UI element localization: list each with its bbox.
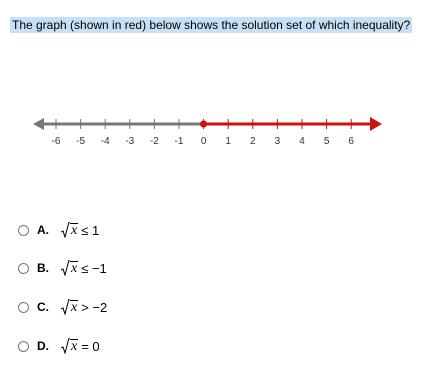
option-relation: ≤ −1 bbox=[81, 260, 107, 276]
radio-button-c[interactable] bbox=[18, 302, 29, 313]
square-root-symbol bbox=[61, 338, 78, 354]
tick-label: -4 bbox=[100, 136, 110, 147]
right-arrow-icon bbox=[370, 117, 382, 131]
question-text: The graph (shown in red) below shows the solution set of which inequality? bbox=[12, 18, 411, 32]
number-line bbox=[30, 108, 386, 152]
option-d[interactable] bbox=[18, 335, 100, 357]
option-expression bbox=[61, 338, 100, 354]
option-expression bbox=[61, 222, 99, 238]
left-arrow-icon bbox=[33, 118, 44, 130]
radicand: x bbox=[71, 223, 78, 238]
tick-label: 4 bbox=[299, 136, 305, 147]
tick-label: 0 bbox=[200, 136, 207, 147]
tick-label: -3 bbox=[125, 136, 135, 147]
option-a[interactable] bbox=[18, 219, 99, 241]
radicand: x bbox=[71, 300, 78, 315]
radio-button-b[interactable] bbox=[18, 263, 29, 274]
option-b[interactable] bbox=[18, 257, 107, 279]
option-letter: D. bbox=[37, 339, 49, 353]
closed-endpoint-dot bbox=[200, 121, 207, 128]
option-expression bbox=[61, 260, 107, 276]
option-letter: A. bbox=[37, 223, 49, 237]
radicand: x bbox=[71, 261, 78, 276]
tick-label: -1 bbox=[174, 136, 184, 147]
option-c[interactable] bbox=[18, 296, 107, 318]
radio-button-a[interactable] bbox=[18, 225, 29, 236]
tick-label: 2 bbox=[250, 136, 256, 147]
tick-label: 5 bbox=[323, 136, 330, 147]
option-letter: B. bbox=[37, 261, 49, 275]
tick-label: 3 bbox=[274, 136, 281, 147]
option-letter: C. bbox=[37, 300, 49, 314]
tick-label: -5 bbox=[76, 136, 86, 147]
tick-label: -6 bbox=[51, 136, 61, 147]
tick-label: -2 bbox=[149, 136, 159, 147]
option-relation: > −2 bbox=[81, 299, 108, 315]
option-relation: = 0 bbox=[81, 338, 100, 354]
radicand: x bbox=[71, 339, 78, 354]
tick-label: 1 bbox=[225, 136, 231, 147]
square-root-symbol bbox=[61, 260, 78, 276]
option-expression bbox=[61, 299, 107, 315]
option-relation: ≤ 1 bbox=[81, 222, 100, 238]
square-root-symbol bbox=[61, 222, 78, 238]
radio-button-d[interactable] bbox=[18, 341, 29, 352]
square-root-symbol bbox=[61, 299, 78, 315]
tick-label: 6 bbox=[348, 136, 354, 147]
